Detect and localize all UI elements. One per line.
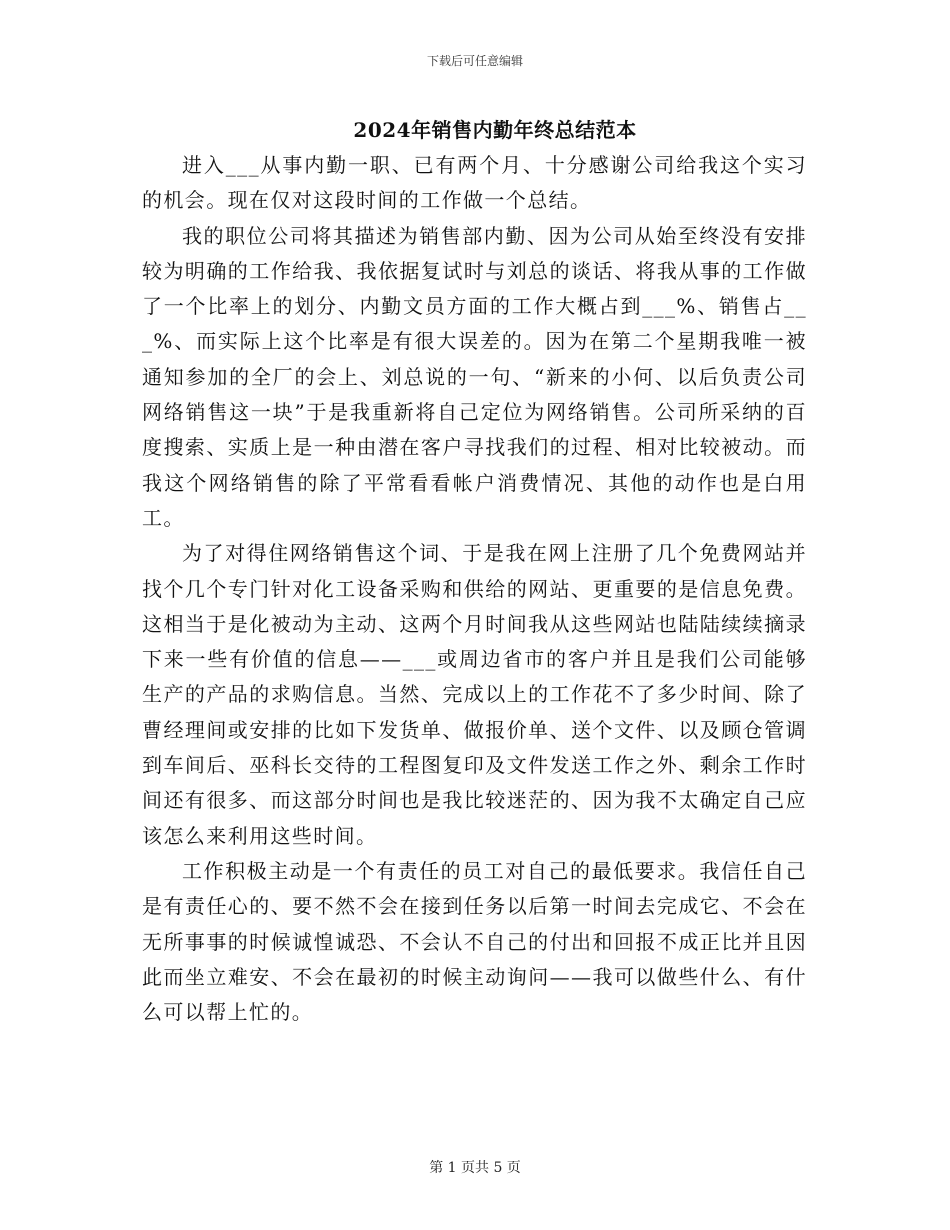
- paragraph: 工作积极主动是一个有责任的员工对自己的最低要求。我信任自己是有责任心的、要不然不会在接到任务以后第一时间去完成它、不会在无所事事的时候诚惶诚恐、不会认不自己的付出和回报不成正比并且因此而坐立难安、不会在最初的时候主动询问——我可以做些什么、有什么可以帮上忙的。: [142, 858, 807, 1025]
- paragraph: 进入___从事内勤一职、已有两个月、十分感谢公司给我这个实习的机会。现在仅对这段时间的工作做一个总结。: [142, 153, 807, 213]
- page-number: 第 1 页共 5 页: [429, 1160, 521, 1176]
- paragraph: 我的职位公司将其描述为销售部内勤、因为公司从始至终没有安排较为明确的工作给我、我依据复试时与刘总的谈话、将我从事的工作做了一个比率上的划分、内勤文员方面的工作大概占到___%、销售占___%、而实际上这个比率是有很大误差的。因为在第二个星期我唯一被通知参加的全厂的会上、刘总说的一句、“新来的小何、以后负责公司网络销售这一块”于是我重新将自己定位为网络销售。公司所采纳的百度搜索、实质上是一种由潜在客户寻找我们的过程、相对比较被动。而我这个网络销售的除了平常看看帐户消费情况、其他的动作也是白用工。: [142, 223, 807, 530]
- page-header-note: 下载后可任意编辑: [426, 54, 523, 68]
- paragraph: 为了对得住网络销售这个词、于是我在网上注册了几个免费网站并找个几个专门针对化工设备采购和供给的网站、更重要的是信息免费。这相当于是化被动为主动、这两个月时间我从这些网站也陆陆续续摘录下来一些有价值的信息——___或周边省市的客户并且是我们公司能够生产的产品的求购信息。当然、完成以上的工作花不了多少时间、除了曹经理间或安排的比如下发货单、做报价单、送个文件、以及顾仓管调到车间后、巫科长交待的工程图复印及文件发送工作之外、剩余工作时间还有很多、而这部分时间也是我比较迷茫的、因为我不太确定自己应该怎么来利用这些时间。: [142, 541, 807, 848]
- document-title: 2024年销售内勤年终总结范本: [353, 118, 637, 142]
- document-body: [142, 148, 807, 1030]
